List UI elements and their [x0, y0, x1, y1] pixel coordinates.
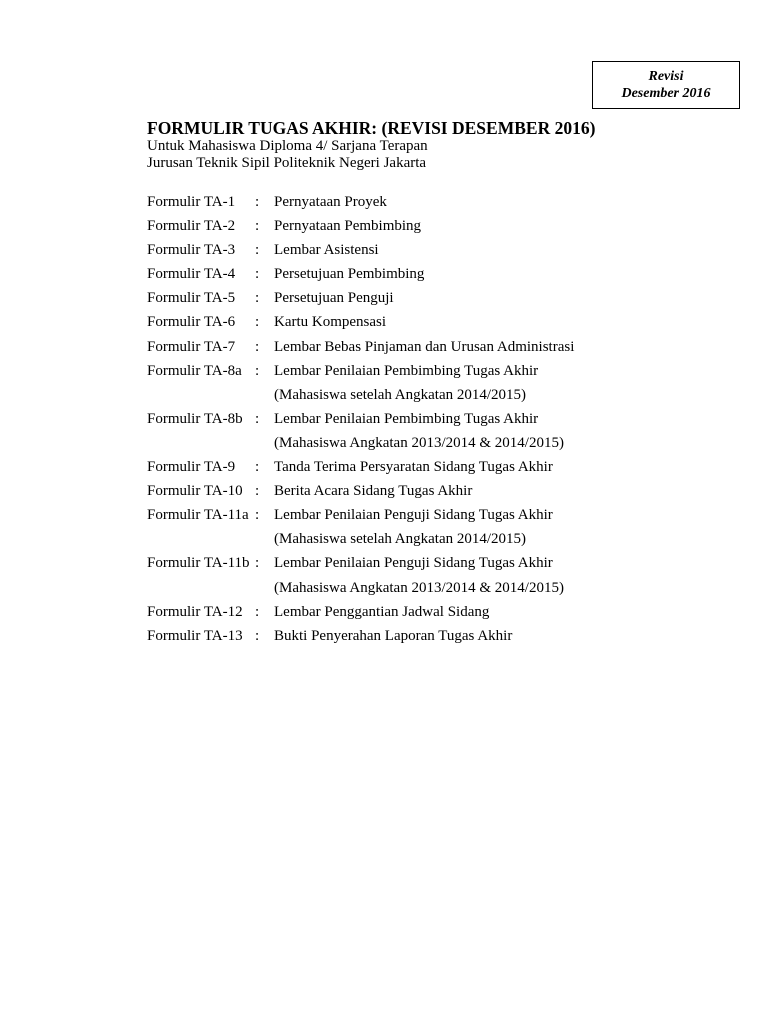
form-list-item — [147, 479, 707, 503]
revision-date: Desember 2016 — [621, 86, 711, 101]
form-code: Formulir TA-12 — [147, 603, 243, 620]
form-description: Lembar Penilaian Pembimbing Tugas Akhir — [274, 362, 539, 379]
form-code: Formulir TA-11b — [147, 555, 250, 572]
form-code: Formulir TA-2 — [147, 218, 236, 235]
form-description: Lembar Penilaian Penguji Sidang Tugas Akhir — [274, 555, 553, 572]
form-separator: : — [255, 266, 260, 283]
form-code: Formulir TA-11a — [147, 507, 249, 524]
form-code: Formulir TA-10 — [147, 483, 243, 500]
form-description: (Mahasiswa setelah Angkatan 2014/2015) — [274, 386, 527, 403]
form-description: Tanda Terima Persyaratan Sidang Tugas Akhir — [274, 459, 553, 476]
form-list-item — [147, 527, 707, 551]
form-list-item — [147, 286, 707, 310]
form-separator: : — [255, 459, 260, 476]
form-separator — [255, 576, 274, 600]
form-description: (Mahasiswa setelah Angkatan 2014/2015) — [274, 531, 527, 548]
form-list-item — [147, 455, 707, 479]
form-separator: : — [255, 362, 260, 379]
form-separator — [255, 527, 274, 551]
form-list-item — [147, 335, 707, 359]
form-list — [147, 190, 707, 648]
form-code: Formulir TA-3 — [147, 242, 236, 259]
form-description: Lembar Bebas Pinjaman dan Urusan Administrasi — [274, 338, 575, 355]
form-code: Formulir TA-8a — [147, 362, 242, 379]
form-separator: : — [255, 194, 260, 210]
form-separator: : — [255, 314, 260, 331]
form-description: Lembar Penilaian Pembimbing Tugas Akhir — [274, 410, 539, 427]
document-subtitle-program: Untuk Mahasiswa Diploma 4/ Sarjana Terapan — [147, 138, 428, 154]
form-list-item — [147, 551, 707, 575]
form-description: Lembar Asistensi — [274, 242, 379, 259]
form-code: Formulir TA-6 — [147, 314, 236, 331]
form-list-item — [147, 190, 707, 214]
form-code: Formulir TA-1 — [147, 194, 236, 210]
form-list-item — [147, 214, 707, 238]
form-separator: : — [255, 410, 260, 427]
form-description: Kartu Kompensasi — [274, 314, 387, 331]
form-description: Lembar Penggantian Jadwal Sidang — [274, 603, 490, 620]
form-separator: : — [255, 555, 260, 572]
form-description: Persetujuan Pembimbing — [274, 266, 425, 283]
form-code: Formulir TA-4 — [147, 266, 236, 283]
form-separator — [255, 431, 274, 455]
document-header — [147, 118, 595, 172]
form-separator — [255, 383, 274, 407]
revision-label: Revisi — [648, 69, 684, 84]
form-separator: : — [255, 242, 260, 259]
form-separator: : — [255, 290, 260, 307]
form-code — [147, 383, 255, 407]
form-list-item — [147, 359, 707, 383]
form-list-item — [147, 624, 707, 648]
form-description: Persetujuan Penguji — [274, 290, 394, 307]
document-title: FORMULIR TUGAS AKHIR: (REVISI DESEMBER 2016) — [147, 118, 596, 138]
form-separator: : — [255, 603, 260, 620]
form-separator: : — [255, 507, 260, 524]
form-separator: : — [255, 338, 260, 355]
form-code: Formulir TA-9 — [147, 459, 236, 476]
form-list-item — [147, 262, 707, 286]
form-description: (Mahasiswa Angkatan 2013/2014 & 2014/2015) — [274, 434, 564, 451]
form-list-item — [147, 600, 707, 624]
form-code: Formulir TA-5 — [147, 290, 236, 307]
form-description: Lembar Penilaian Penguji Sidang Tugas Akhir — [274, 507, 553, 524]
document-subtitle-department: Jurusan Teknik Sipil Politeknik Negeri Jakarta — [147, 155, 427, 171]
form-list-item — [147, 310, 707, 334]
form-description: Pernyataan Pembimbing — [274, 218, 422, 235]
form-code: Formulir TA-13 — [147, 627, 243, 644]
form-code — [147, 527, 255, 551]
form-list-item — [147, 238, 707, 262]
form-list-item — [147, 576, 707, 600]
form-description: Berita Acara Sidang Tugas Akhir — [274, 483, 473, 500]
form-separator: : — [255, 483, 260, 500]
form-list-item — [147, 431, 707, 455]
form-separator: : — [255, 627, 260, 644]
revision-box — [592, 61, 740, 109]
form-description: (Mahasiswa Angkatan 2013/2014 & 2014/2015) — [274, 579, 564, 596]
form-description: Bukti Penyerahan Laporan Tugas Akhir — [274, 627, 513, 644]
form-separator: : — [255, 218, 260, 235]
form-code: Formulir TA-7 — [147, 338, 236, 355]
form-code: Formulir TA-8b — [147, 410, 243, 427]
form-list-item — [147, 383, 707, 407]
form-list-item — [147, 407, 707, 431]
form-code — [147, 576, 255, 600]
form-list-item — [147, 503, 707, 527]
form-description: Pernyataan Proyek — [274, 194, 387, 210]
form-code — [147, 431, 255, 455]
